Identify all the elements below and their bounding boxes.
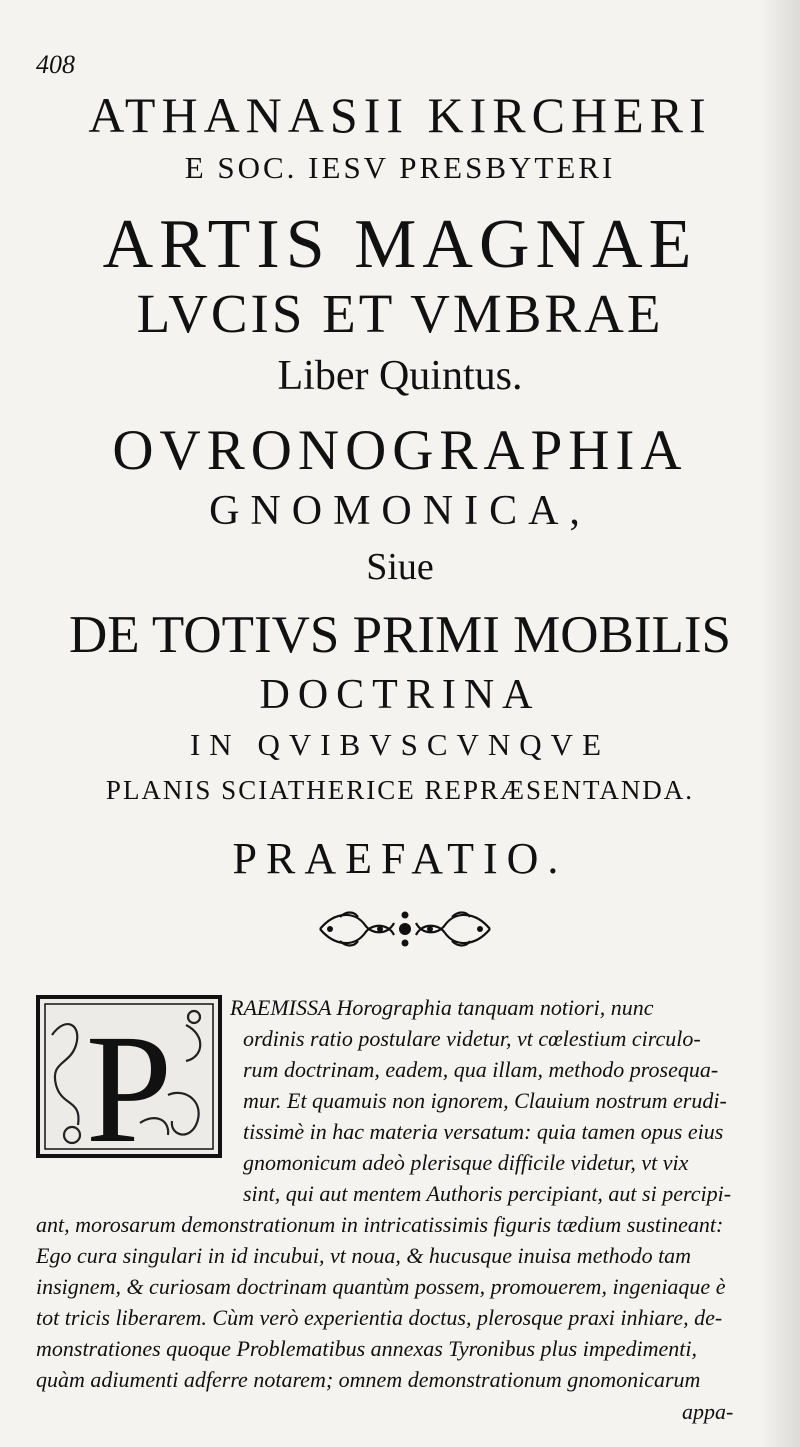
body-line: tot tricis liberarem. Cùm verò experientia doctus, plerosque praxi inhiare, de- <box>36 1305 723 1330</box>
body-line: RAEMISSA Horographia tanquam notiori, nunc <box>230 995 654 1020</box>
section-title: OVRONOGRAPHIA <box>112 419 688 482</box>
subtitle-line-3: IN QVIBVSCVNQVE <box>189 727 611 762</box>
book-number: Liber Quintus. <box>277 353 523 399</box>
body-line: monstrationes quoque Problematibus annexas Tyronibus plus impedimenti, <box>36 1336 697 1361</box>
subtitle-line-4: PLANIS SCIATHERICE REPRÆSENTANDA. <box>105 775 695 805</box>
body-line: gnomonicum adeò plerisque difficile videtur, vt vix <box>243 1150 689 1175</box>
author-line: ATHANASII KIRCHERI <box>88 87 712 143</box>
subtitle-line: DE TOTIVS PRIMI MOBILIS <box>68 606 732 664</box>
body-line: rum doctrinam, eadem, qua illam, methodo prosequa- <box>243 1057 719 1082</box>
body-line: mur. Et quamuis non ignorem, Clauium nostrum erudi- <box>243 1088 727 1113</box>
subtitle-line-2: DOCTRINA <box>259 672 541 718</box>
body-line: ordinis ratio postulare videtur, vt cœlestium circulo- <box>243 1026 701 1051</box>
decorated-drop-cap <box>36 995 222 1158</box>
work-title-line-2: LVCIS ET VMBRAE <box>136 283 664 344</box>
catchword: appa- <box>682 1399 734 1424</box>
body-line: sint, qui aut mentem Authoris percipiant, aut si percipi- <box>243 1181 732 1206</box>
work-title-line: ARTIS MAGNAE <box>102 206 698 283</box>
siue-line: Siue <box>366 546 434 588</box>
page-number: 408 <box>36 50 75 79</box>
body-line: ant, morosarum demonstrationum in intricatissimis figuris tædium sustineant: <box>36 1212 724 1237</box>
body-line: tissimè in hac materia versatum: quia tamen opus eius <box>243 1119 724 1144</box>
body-line: insignem, & curiosam doctrinam quantùm possem, promouerem, ingeniaque è <box>36 1274 726 1299</box>
order-line: E SOC. IESV PRESBYTERI <box>184 150 616 185</box>
preface-heading: PRAEFATIO. <box>232 834 568 883</box>
section-title-2: GNOMONICA, <box>209 488 591 534</box>
body-line: Ego cura singulari in id incubui, vt noua, & hucusque inuisa methodo tam <box>36 1243 692 1268</box>
fleuron-ornament-icon <box>310 905 500 953</box>
body-line: quàm adiumenti adferre notarem; omnem demonstrationum gnomonicarum <box>36 1367 701 1392</box>
svg-text:P: P <box>85 1002 173 1158</box>
